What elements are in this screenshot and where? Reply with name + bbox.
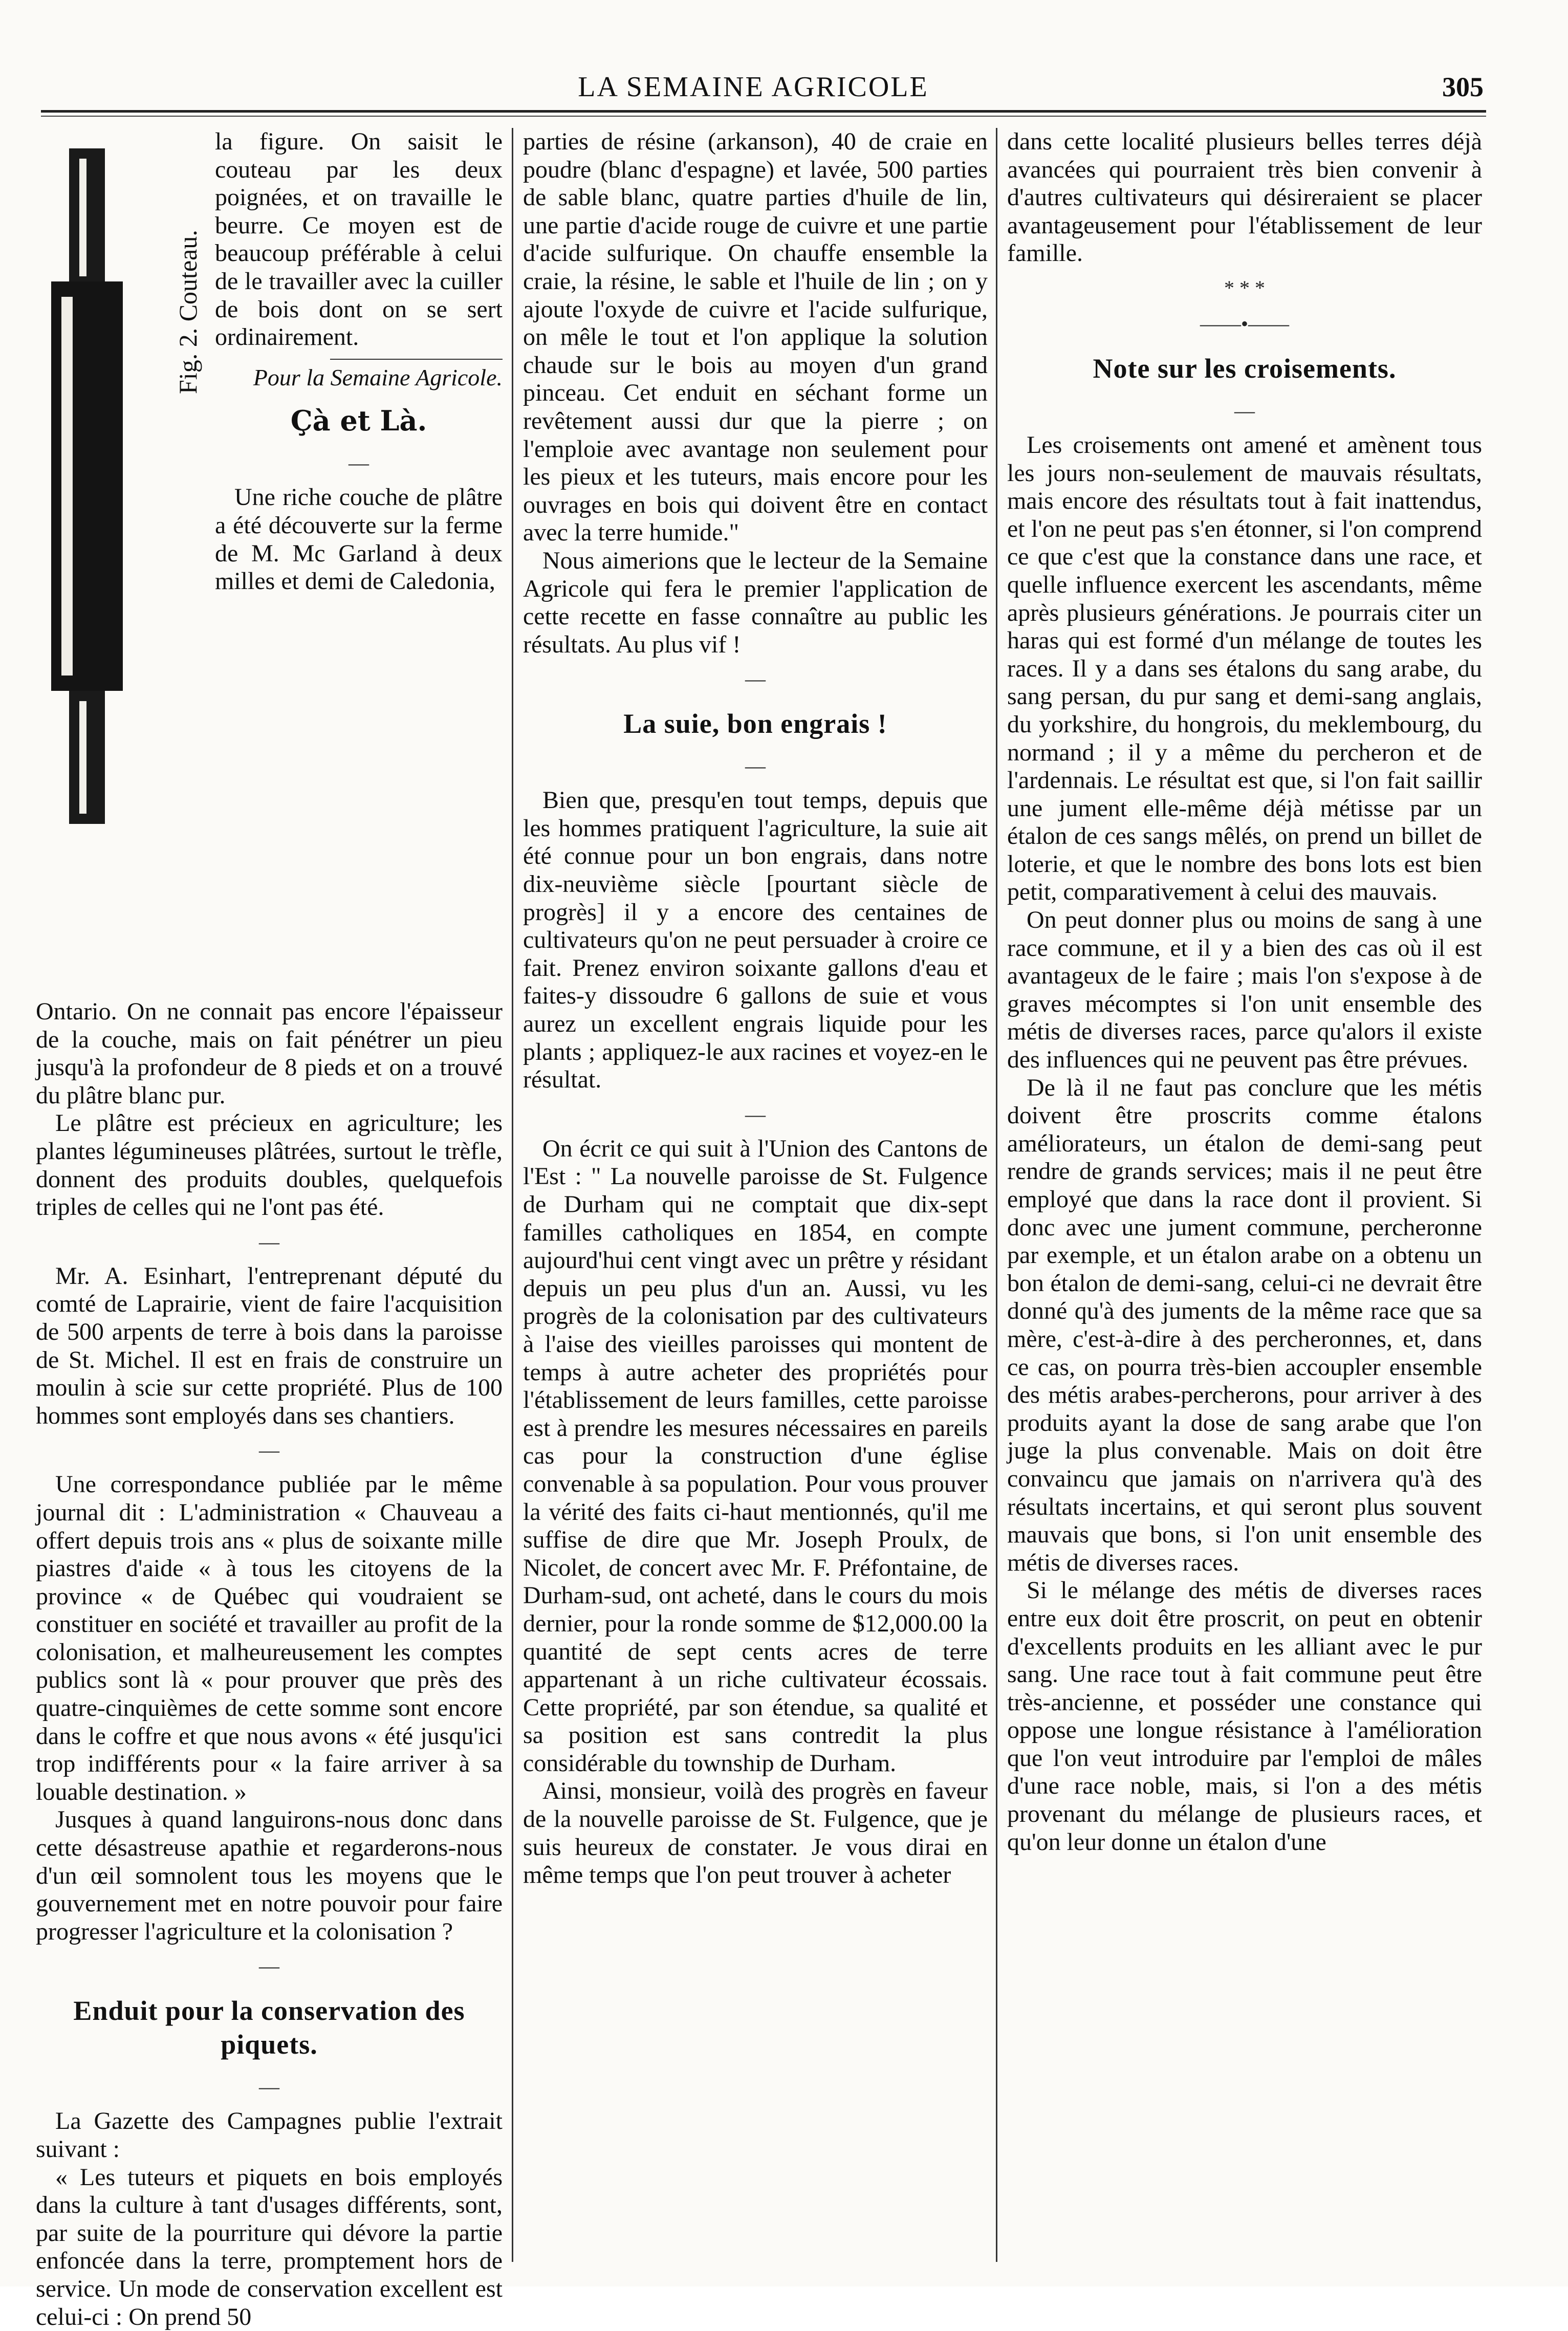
separator: — [259, 1230, 279, 1253]
paragraph: De là il ne faut pas conclure que les métis doivent être proscrits comme étalons améliorateurs, un étalon de demi-sang peut rendre de grands services; mais il ne peut être employé que dans la race dont il provient. Si donc avec une jument commune, percheronne par exemple, et un étalon arabe on a obtenu un bon étalon de demi-sang, celui-ci ne devrait être donné qu'à des juments de la même race que sa mère, c'est-à-dire à des percheronnes, et, dans ce cas, on pourra très-bien accoupler ensemble des métis arabes-percherons, pour arriver à des produits ayant la dose de sang arabe que l'on juge la plus convenable. Mais on doit être convaincu que jamais on n'arrivera qu'à des résultats incertains, et qui seront plus souvent mauvais que bons, si l'on unit ensemble des métis de diverses races. [1007, 1074, 1482, 1576]
column-divider [996, 128, 997, 2262]
figure-2 [36, 128, 205, 998]
figure-side-text [215, 128, 503, 998]
paragraph: On peut donner plus ou moins de sang à une race commune, et il y a bien des cas où il est avantageux de le faire ; mais l'on s'expose à de graves mécomptes si l'on unit ensemble des métis de diverses races, parce qu'alors il existe des influences qui ne peuvent pas être prévues. [1007, 906, 1482, 1074]
paragraph: Une riche couche de plâtre a été découverte sur la ferme de M. Mc Garland à deux milles et demi de Caledonia, [215, 484, 503, 595]
paragraph: Ontario. On ne connait pas encore l'épaisseur de la couche, mais on fait pénétrer un pieu jusqu'à la profondeur de 8 pieds et on a trouvé du plâtre blanc pur. [36, 998, 503, 1109]
paragraph: Le plâtre est précieux en agriculture; les plantes légumineuses plâtrées, surtout le trèfle, donnent des produits doubles, quelquefois triples de celles qui ne l'ont pas été. [36, 1109, 503, 1221]
paragraph: Si le mélange des métis de diverses races entre eux doit être proscrit, on peut en obtenir d'excellents produits en les alliant avec le pur sang. Une race tout à fait commune peut être très-ancienne, et posséder une constance qui oppose une longue résistance à l'amélioration que l'on veut introduire par l'emploi de mâles d'une race noble, mais, si l'on a des métis provenant du mélange de plusieurs races, et qu'on leur donne un étalon d'une [1007, 1577, 1482, 1856]
stars-ornament: * * * [1224, 276, 1265, 299]
separator: — [259, 2075, 279, 2099]
paragraph: Bien que, presqu'en tout temps, depuis que les hommes pratiquent l'agriculture, la suie ait été connue pour un bon engrais, dans notre dix-neuvième siècle [pourtant siècle de progrès] il y a encore des centaines de cultivateurs qu'on ne peut persuader à croire ce fait. Prenez environ soixante gallons d'eau et faites-y dissoudre 6 gallons de suie et vous aurez un excellent engrais liquide pour les plants ; appliquez-le aux racines et voyez-en le résultat. [523, 787, 988, 1094]
page-number: 305 [1442, 72, 1484, 102]
figure-block [36, 128, 503, 998]
paragraph: Nous aimerions que le lecteur de la Semaine Agricole qui fera le premier l'application de cette recette en fasse connaître au public les résultats. Au plus vif ! [523, 547, 988, 658]
paragraph: Une correspondance publiée par le même journal dit : L'administration « Chauveau a offert depuis trois ans « plus de soixante mille piastres d'aide « à tous les citoyens de la province « de Québec qui voudraient se constituer en société et travailler au profit de la colonisation, et malheureusement les comptes publics sont là « pour prouver que près des quatre-cinquièmes de cette somme sont encore dans le coffre et que nous avons « été jusqu'ici trop indifférents pour « la faire arriver à sa louable destination. » [36, 1471, 503, 1805]
separator: — [745, 667, 766, 691]
paragraph: Jusques à quand languirons-nous donc dans cette désastreuse apathie et regarderons-nous d'un œil somnolent tous les moyens que le gouvernement met en notre pouvoir pour faire progresser l'agriculture et la colonisation ? [36, 1806, 503, 1945]
paragraph: parties de résine (arkanson), 40 de craie en poudre (blanc d'espagne) et lavée, 500 parties de sable blanc, quatre parties d'huile de lin, une partie d'acide rouge de cuivre et une partie d'acide sulfurique. On chauffe ensemble la craie, la résine, le sable et l'huile de lin ; on y ajoute l'oxyde de cuivre et l'acide sulfurique, on mêle le tout et l'on applique la solution chaude sur le bois au moyen d'un grand pinceau. Cet enduit en séchant forme un revêtement aussi dur que la pierre ; on l'emploie avec avantage non seulement pour les pieux et les tuteurs, mais encore pour les ouvrages en bois qui doivent être en contact avec la terre humide." [523, 128, 988, 547]
running-head: LA SEMAINE AGRICOLE [578, 71, 929, 103]
figure-caption: Fig. 2. Couteau. [173, 230, 202, 394]
header-rule-thin [41, 116, 1486, 117]
paragraph: La Gazette des Campagnes publie l'extrait suivant : [36, 2107, 503, 2163]
separator: — [259, 1439, 279, 1462]
separator: — [259, 1954, 279, 1978]
paragraph: dans cette localité plusieurs belles terres déjà avancées qui pourraient très bien convenir à d'autres cultivateurs qui désireraient se placer avantageusement pour l'établissement de leur famille. [1007, 128, 1482, 267]
byline-rule [330, 359, 503, 360]
paragraph: « Les tuteurs et piquets en bois employés dans la culture à tant d'usages différents, sont, par suite de la pourriture qui dévore la partie enfoncée dans la terre, promptement hors de service. Un mode de conservation excellent est celui-ci : On prend 50 [36, 2163, 503, 2330]
column-2 [523, 128, 988, 2262]
separator: — [745, 754, 766, 778]
byline: Pour la Semaine Agricole. [253, 364, 503, 390]
heading-ca-et-la: Çà et Là. [290, 404, 427, 438]
separator: — [745, 1102, 766, 1126]
paragraph: On écrit ce qui suit à l'Union des Cantons de l'Est : " La nouvelle paroisse de St. Fulgence de Durham qui ne comptait que dix-sept familles catholiques en 1854, en compte aujourd'hui cent vingt avec un prêtre y résidant depuis un peu plus d'un an. Aussi, vu les progrès de la colonisation par des cultivateurs à l'aise des vieilles paroisses qui montent de temps à autre acheter des propriétés pour l'établissement de leurs familles, cette paroisse est à prendre les mesures nécessaires en pareils cas pour la construction d'une église convenable à sa population. Pour vous prouver la vérité des faits ci-haut mentionnés, qu'il me suffise de dire que Mr. Joseph Proulx, de Nicolet, de concert avec Mr. F. Préfontaine, de Durham-sud, ont acheté, dans le cours du mois dernier, pour la ronde somme de $12,000.00 la quantité de sept cents acres de terre appartenant à un riche cultivateur écossais. Cette propriété, par son étendue, sa qualité et sa position est sans contredit la plus considérable du township de Durham. [523, 1135, 988, 1777]
butter-knife-illustration [41, 128, 143, 998]
separator: — [1234, 399, 1255, 422]
heading-suie: La suie, bon engrais ! [623, 708, 887, 739]
header-rule [41, 110, 1486, 113]
paragraph: la figure. On saisit le couteau par les deux poignées, et on travaille le beurre. Ce moyen est de beaucoup préférable à celui de le travailler avec la cuiller de bois dont on se sert ordinairement. [215, 128, 503, 351]
paragraph: Les croisements ont amené et amènent tous les jours non-seulement de mauvais résultats, mais encore des résultats tout à fait inattendus, et l'on ne peut pas s'en étonner, si l'on comprend ce que c'est que la constance dans une race, et quelle influence exercent les ascendants, même après plusieurs générations. Je pourrais citer un haras qui est formé d'un mélange de toutes les races. Il y a dans ses étalons du sang arabe, du sang persan, du pur sang et demi-sang anglais, du yorkshire, du hongrois, du meklembourg, du normand ; il y a même du percheron et de l'ardennais. Le résultat est que, si l'on fait saillir une jument elle-même déjà métisse par un étalon de ces sangs mêlés, on prend un billet de loterie, et que le nombre des bons lots est bien petit, comparativement à celui des mauvais. [1007, 431, 1482, 906]
separator: — [349, 451, 369, 475]
column-divider [512, 128, 513, 2262]
paragraph: Mr. A. Esinhart, l'entreprenant député du comté de Laprairie, vient de faire l'acquisition de 500 arpents de terre à bois dans la paroisse de St. Michel. Il est en frais de construire un moulin à scie sur cette propriété. Plus de 100 hommes sont employés dans ses chantiers. [36, 1262, 503, 1429]
separator: ——•—— [1200, 312, 1289, 335]
paragraph: Ainsi, monsieur, voilà des progrès en faveur de la nouvelle paroisse de St. Fulgence, que je suis heureux de constater. Je vous dirai en même temps que l'on peut trouver à acheter [523, 1777, 988, 1889]
heading-enduit: Enduit pour la conservation des piquets. [73, 1995, 465, 2060]
column-1 [36, 128, 503, 2330]
heading-croisements: Note sur les croisements. [1093, 353, 1397, 384]
column-3 [1007, 128, 1482, 2262]
